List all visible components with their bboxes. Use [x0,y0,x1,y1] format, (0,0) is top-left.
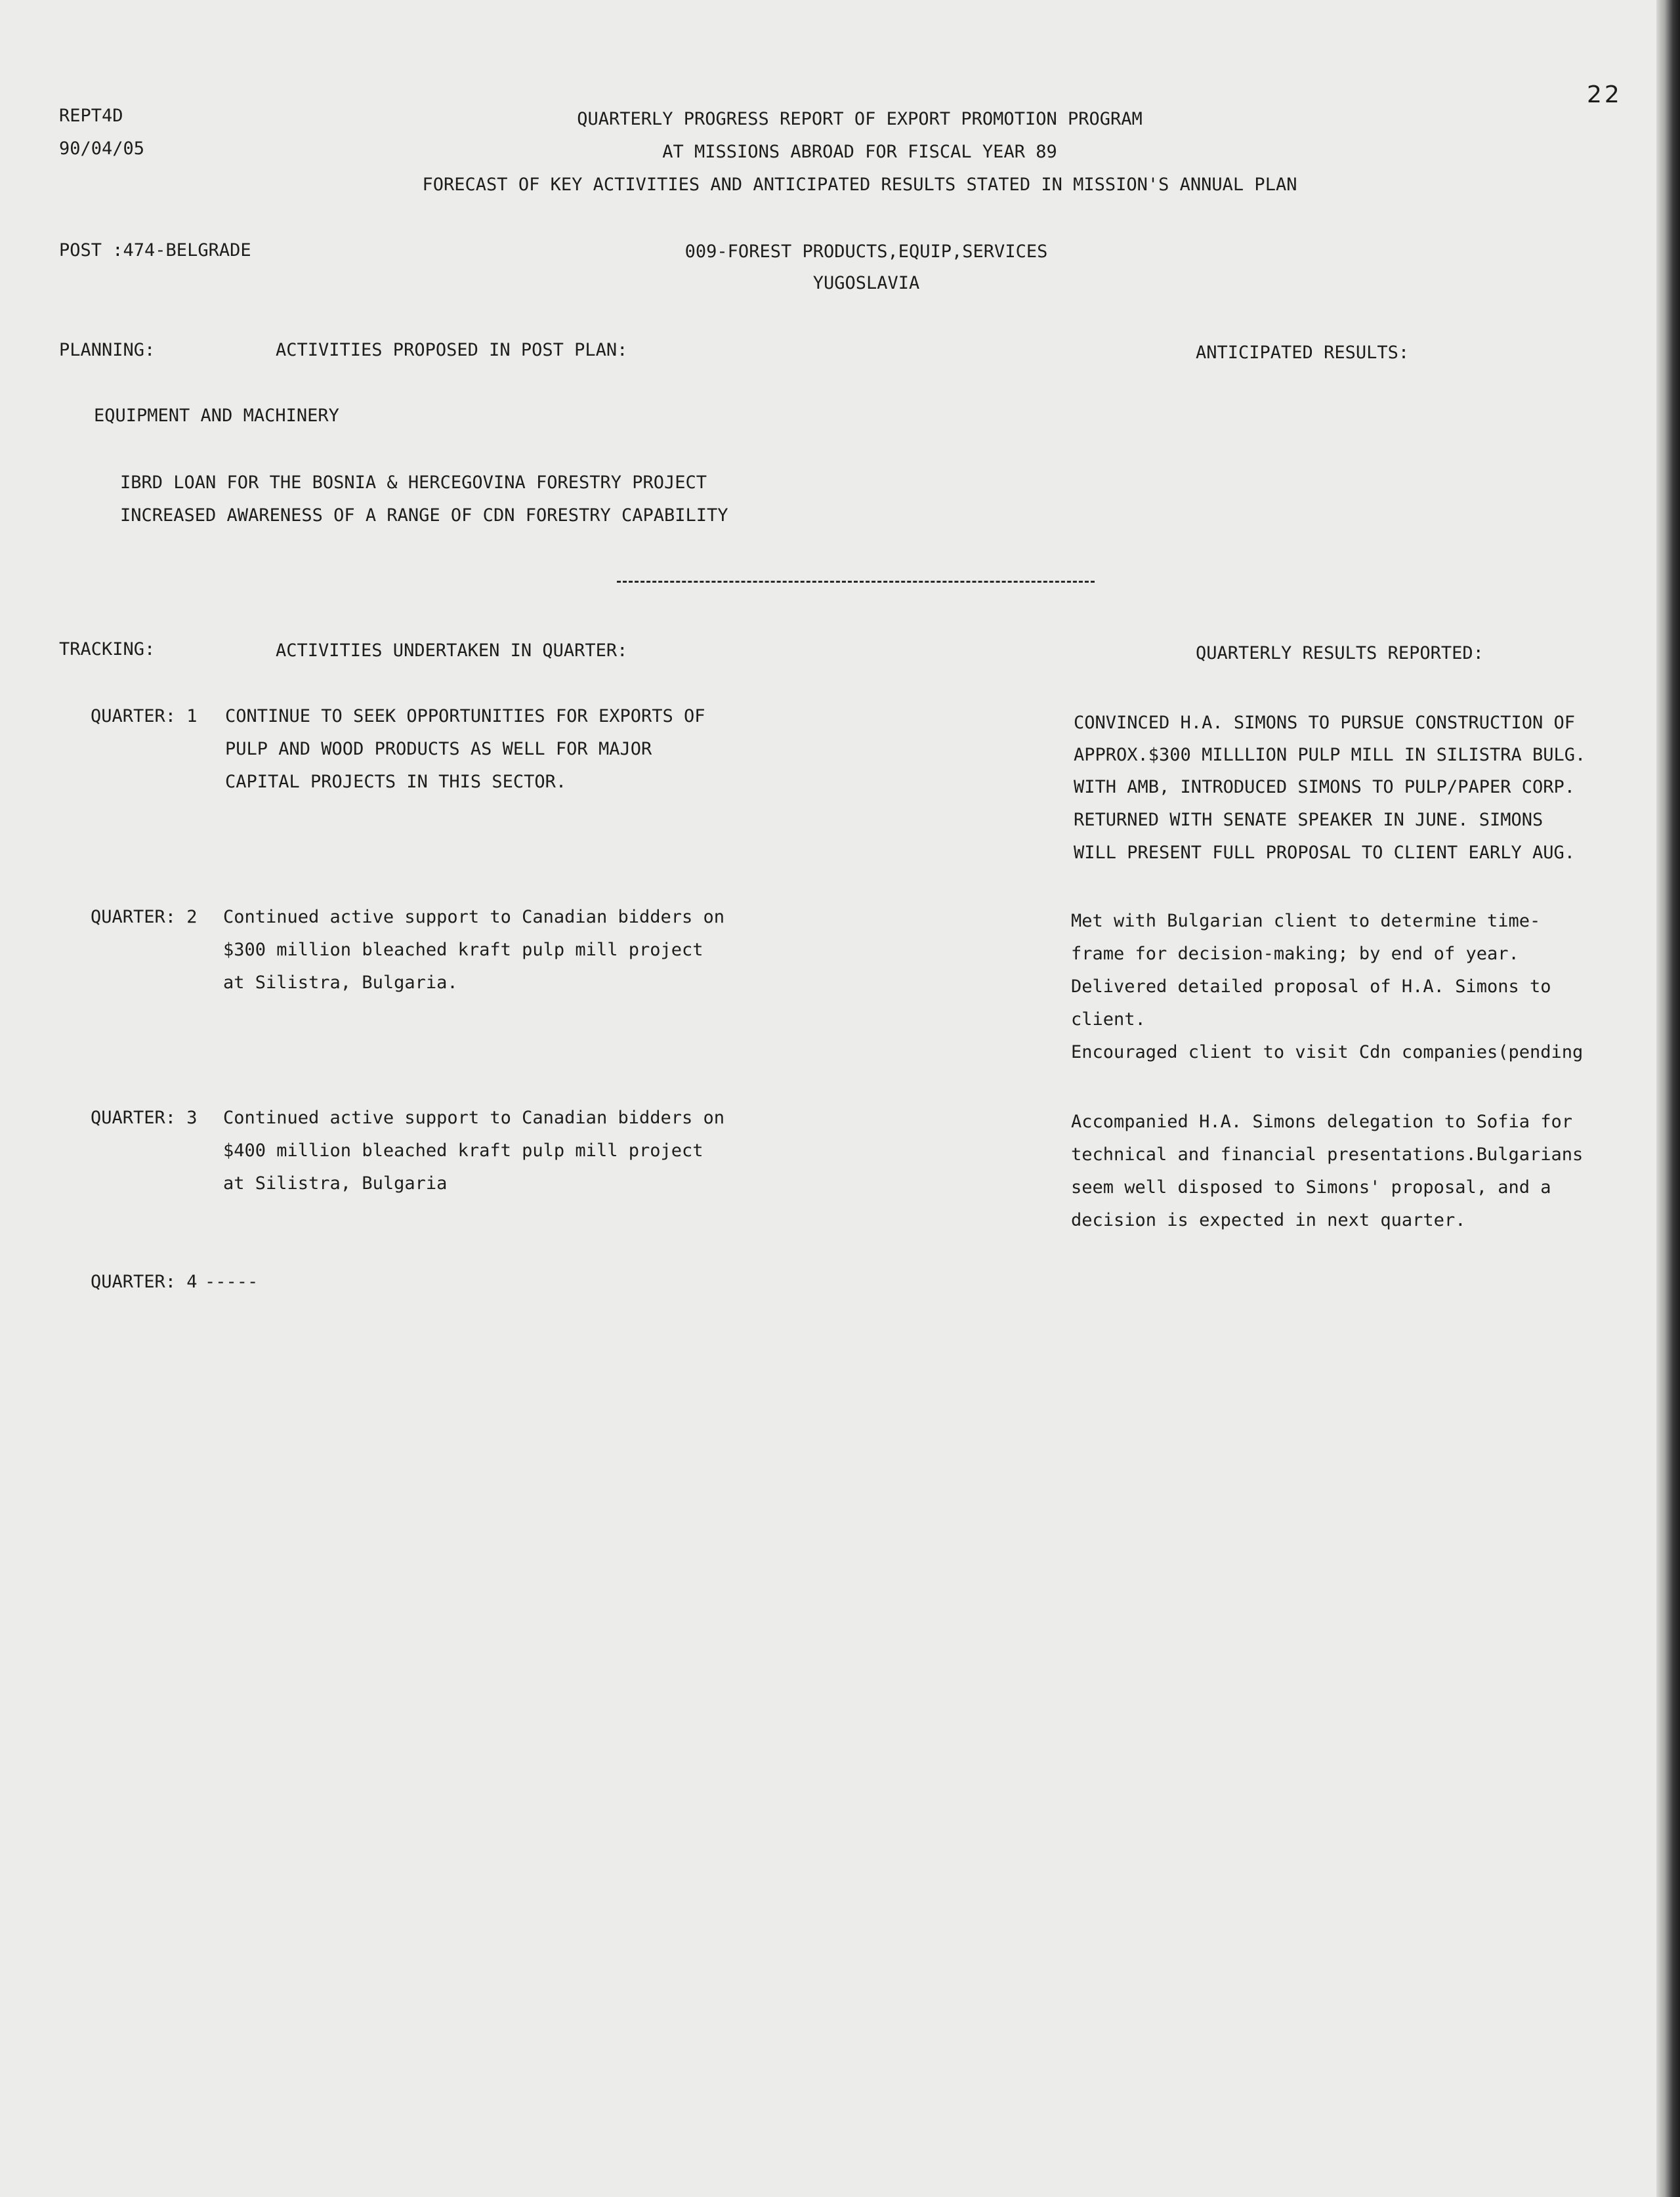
page-edge-shadow [1656,0,1680,2197]
report-title-line3: FORECAST OF KEY ACTIVITIES AND ANTICIPATED RESULTS STATED IN MISSION'S ANNUAL PLAN [422,175,1297,195]
planning-activities-header: ACTIVITIES PROPOSED IN POST PLAN: [276,340,628,360]
planning-label: PLANNING: [59,340,156,360]
quarter-activity-line: Continued active support to Canadian bidders on [223,907,725,927]
quarter-result-line: decision is expected in next quarter. [1071,1210,1466,1230]
quarter-label: QUARTER: 3 [91,1108,198,1128]
post-country: YUGOSLAVIA [812,273,920,293]
quarter-result-line: seem well disposed to Simons' proposal, and a [1071,1177,1551,1198]
tracking-activities-header: ACTIVITIES UNDERTAKEN IN QUARTER: [276,640,628,661]
quarter-result-line: RETURNED WITH SENATE SPEAKER IN JUNE. SIMONS [1074,810,1544,830]
planning-item: INCREASED AWARENESS OF A RANGE OF CDN FORESTRY CAPABILITY [120,505,728,526]
planning-item: IBRD LOAN FOR THE BOSNIA & HERCEGOVINA FORESTRY PROJECT [120,472,707,493]
tracking-label: TRACKING: [59,639,156,659]
post-sector: 009-FOREST PRODUCTS,EQUIP,SERVICES [684,241,1048,262]
quarter-result-line: technical and financial presentations.Bulgarians [1071,1144,1584,1165]
section-divider [617,581,1095,583]
quarter-label: QUARTER: 1 [91,706,198,726]
tracking-results-header: QUARTERLY RESULTS REPORTED: [1196,643,1484,663]
quarter-activity-line: ----- [205,1272,259,1292]
quarter-result-line: WITH AMB, INTRODUCED SIMONS TO PULP/PAPER CORP. [1074,777,1576,797]
quarter-label: QUARTER: 2 [91,907,198,927]
quarter-result-line: APPROX.$300 MILLLION PULP MILL IN SILISTRA BULG. [1074,745,1586,765]
quarter-result-line: Encouraged client to visit Cdn companies(pending [1071,1042,1584,1062]
quarter-activity-line: CONTINUE TO SEEK OPPORTUNITIES FOR EXPORTS OF [225,706,705,726]
quarter-activity-line: CAPITAL PROJECTS IN THIS SECTOR. [225,772,567,792]
planning-results-header: ANTICIPATED RESULTS: [1196,343,1410,363]
quarter-activity-line: at Silistra, Bulgaria. [223,973,458,993]
post-label: POST :474-BELGRADE [59,240,251,261]
quarter-result-line: WILL PRESENT FULL PROPOSAL TO CLIENT EARLY AUG. [1074,843,1576,863]
planning-category: EQUIPMENT AND MACHINERY [94,406,339,426]
quarter-activity-line: Continued active support to Canadian bidders on [223,1108,725,1128]
quarter-label: QUARTER: 4 [91,1272,198,1292]
quarter-result-line: frame for decision-making; by end of year. [1071,944,1519,964]
quarter-result-line: client. [1071,1009,1146,1030]
report-title-line2: AT MISSIONS ABROAD FOR FISCAL YEAR 89 [662,142,1057,162]
quarter-result-line: Delivered detailed proposal of H.A. Simons to [1071,976,1551,997]
quarter-result-line: CONVINCED H.A. SIMONS TO PURSUE CONSTRUCTION OF [1074,713,1576,733]
quarter-activity-line: $300 million bleached kraft pulp mill project [223,940,704,960]
report-id: REPT4D [59,106,123,126]
report-title-line1: QUARTERLY PROGRESS REPORT OF EXPORT PROMOTION PROGRAM [577,109,1143,129]
quarter-activity-line: PULP AND WOOD PRODUCTS AS WELL FOR MAJOR [225,739,652,759]
quarter-result-line: Met with Bulgarian client to determine time- [1071,911,1541,931]
quarter-activity-line: at Silistra, Bulgaria [223,1173,448,1194]
quarter-activity-line: $400 million bleached kraft pulp mill project [223,1140,704,1161]
quarter-result-line: Accompanied H.A. Simons delegation to Sofia for [1071,1112,1573,1132]
page-number: 22 [1587,81,1622,108]
report-date: 90/04/05 [59,138,145,159]
